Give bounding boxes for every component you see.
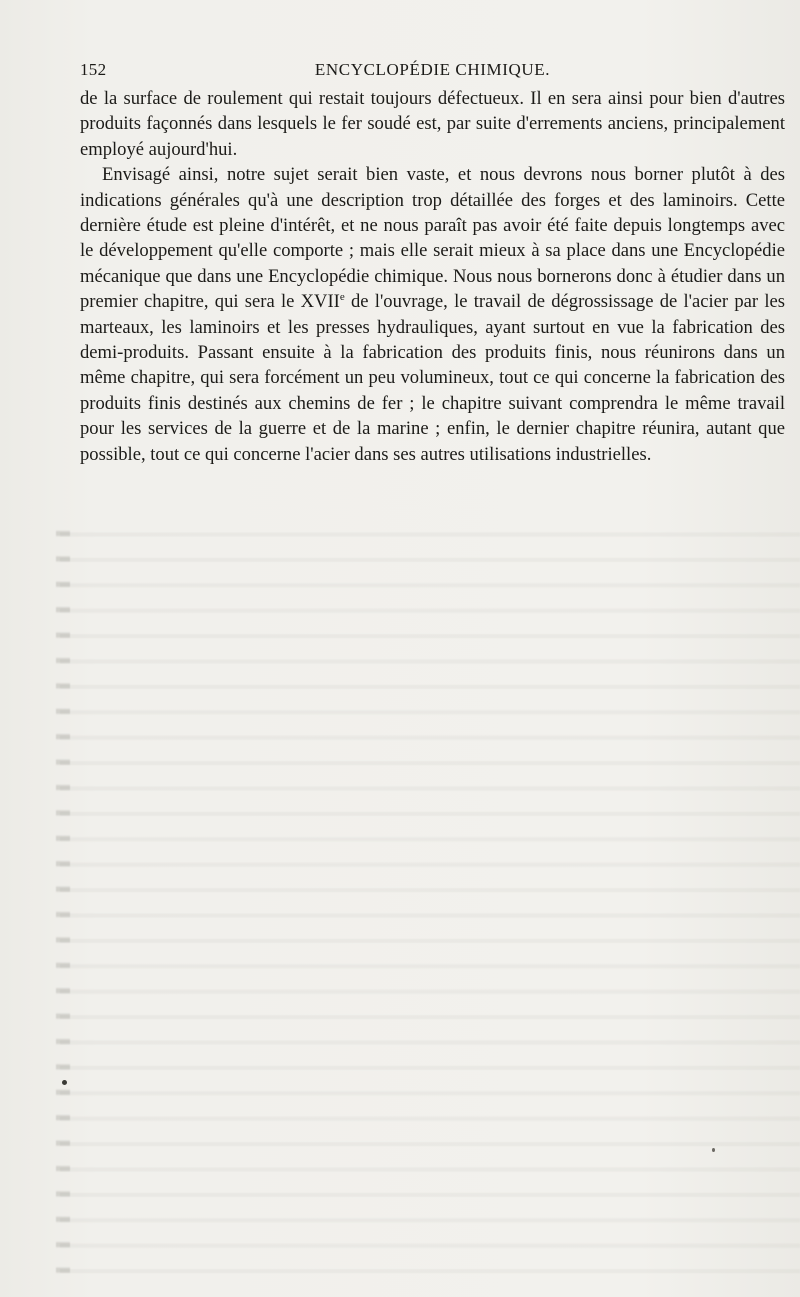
page-number: 152 bbox=[80, 60, 107, 79]
paragraph-continuation: de la surface de roulement qui restait toujours défectueux. Il en sera ainsi pour bien d'autres produits façonnés dans lesquels le fer soudé est, par suite d'errements anciens, principalement employé aujourd'hui. bbox=[80, 88, 785, 160]
superscript-e: e bbox=[339, 291, 345, 304]
show-through-text bbox=[60, 520, 800, 1290]
running-title: ENCYCLOPÉDIE CHIMIQUE. bbox=[314, 60, 551, 79]
body-text bbox=[80, 86, 785, 467]
page-header bbox=[80, 60, 785, 84]
ink-speck bbox=[712, 1148, 715, 1152]
ink-speck bbox=[62, 1080, 67, 1085]
paragraph-main-part-2: de l'ouvrage, le travail de dégrossissage de l'acier par les marteaux, les laminoirs et les presses hydrauliques, ayant surtout en vue la fabrication des demi-produits. Passant ensuite à la fabrication des produits finis, nous réunirons dans un même chapitre, qui sera forcément un peu volumineux, tout ce qui concerne la fabrication des produits finis destinés aux chemins de fer ; le chapitre suivant comprendra le même travail pour les services de la guerre et de la marine ; enfin, le dernier chapitre réunira, autant que possible, tout ce qui concerne l'acier dans ses autres utilisations industrielles. bbox=[80, 291, 785, 465]
show-through-margin-marks bbox=[56, 520, 70, 1280]
paragraph-main bbox=[80, 162, 785, 467]
paragraph-main-part-1: Envisagé ainsi, notre sujet serait bien vaste, et nous devrons nous borner plutôt à des indications générales qu'à une description trop détaillée des forges et des laminoirs. Cette dernière étude est pleine d'intérêt, et ne nous paraît pas avoir été faite depuis longtemps avec le développement qu'elle comporte ; mais elle serait mieux à sa place dans une Encyclopédie mécanique que dans une Encyclopédie chimique. Nous nous bornerons donc à étudier dans un premier chapitre, qui sera le XVII bbox=[80, 164, 785, 313]
